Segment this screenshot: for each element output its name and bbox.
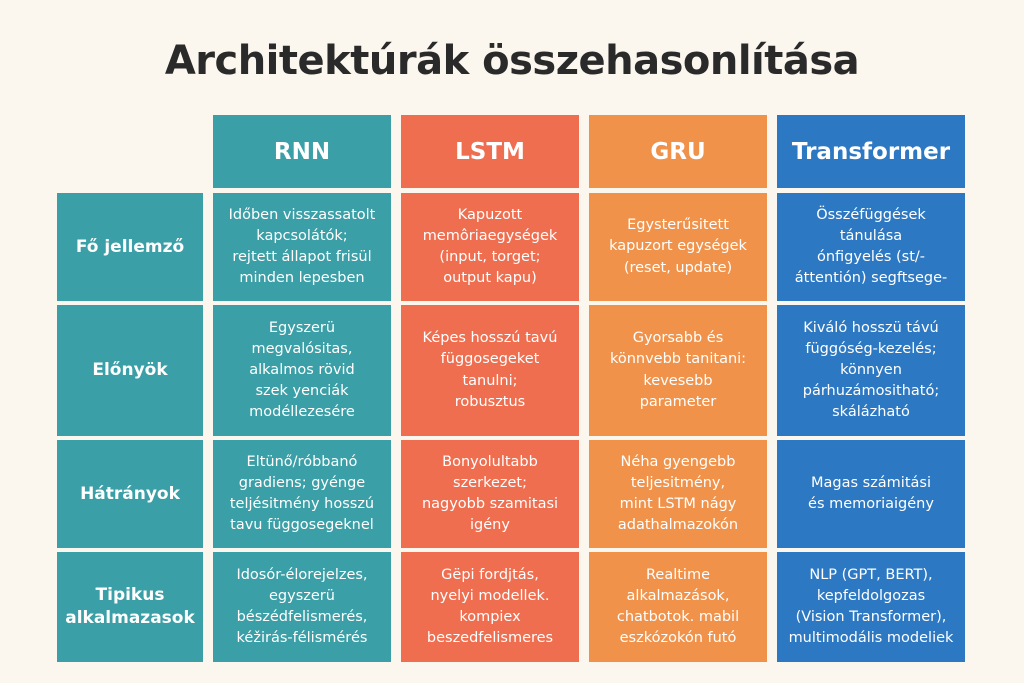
text-line: Képes hosszú tavú [422,330,558,347]
text-line: robusztus [454,393,526,410]
cell-gru-tipikus-alkalmazasok [589,552,767,662]
text-line: Időben visszassatolt [228,206,376,223]
cell-transformer-elonyok [777,305,965,436]
text-line: Bonyolultabb [442,453,538,470]
text-line: mint LSTM nágy [619,496,737,512]
text-line: rejtett állapot frisül [232,249,372,265]
row-label-hatranyok [57,440,203,548]
column-header-label: LSTM [455,138,525,165]
cell-text [808,473,934,515]
text-line: könnvebb tanitani: [609,351,747,368]
text-line: kapuzort egységek [609,238,747,255]
text-line: teljésitmény hosszú [229,496,375,512]
row-label-text [76,236,184,259]
text-line: áttentión) segftsege- [794,270,948,287]
text-line: tánulása [839,227,903,244]
text-line: adathalmazokón [617,517,739,534]
text-line: output kapu) [443,270,537,287]
row-label-text [92,359,167,382]
cell-transformer-fo-jellemzo [777,193,965,301]
row-label-text [80,483,180,506]
cell-transformer-tipikus-alkalmazasok [777,552,965,662]
text-line: (reset, update) [623,259,733,276]
text-line: parameter [639,393,717,410]
text-line: szek yenciák [255,383,349,399]
cell-text [230,452,374,536]
cell-text [610,328,746,412]
cell-gru-elonyok [589,305,767,436]
column-header-label: Transformer [791,138,951,165]
text-line: Magas számitási [810,474,931,491]
text-line: kepfeldolgozas [816,587,926,604]
cell-text [423,205,558,289]
text-line: párhuzámosithatό; [802,383,940,399]
text-line: Fő jellemző [75,236,185,257]
text-line: Eltünő/róbbanó [246,453,358,470]
text-line: memôriaegységek [422,227,558,244]
cell-text [422,452,558,536]
text-line: Összéfüggések [816,206,926,223]
text-line: kéžirás-félismérés [236,630,368,647]
text-line: Idosór-élorejelzes, [236,566,368,583]
text-line: minden lepesben [239,270,365,287]
text-line: szerkezet; [453,474,527,491]
cell-transformer-hatranyok [777,440,965,548]
text-line: tavu függosegeknel [230,517,374,534]
row-label-fo-jellemzo [57,193,203,301]
text-line: eszkózokón futó [619,630,737,647]
text-line: kevesebb [643,372,713,389]
cell-rnn-tipikus-alkalmazasok [213,552,391,662]
text-line: NLP (GPT, BERT), [809,566,933,583]
text-line: modéllezesére [249,404,355,421]
text-line: alkalmazasok [65,608,195,628]
cell-lstm-fo-jellemzo [401,193,579,301]
text-line: beszedfelismeres [426,630,554,647]
cell-text [427,565,553,649]
row-label-text [65,584,195,630]
text-line: teljesitmény, [630,474,726,491]
text-line: bészédfelismerés, [236,609,368,625]
text-line: megvalósitas, [251,340,353,357]
text-line: chatbotok. mabil [616,609,740,625]
column-header-rnn [213,115,391,188]
text-line: Előnyök [92,360,168,381]
text-line: függóség-kezelés; [805,340,937,357]
column-header-label: GRU [650,138,706,165]
row-label-elonyok [57,305,203,436]
cell-lstm-tipikus-alkalmazasok [401,552,579,662]
cell-text [249,318,355,423]
cell-text [618,452,738,536]
cell-text [423,328,558,412]
text-line: Tipikus [95,585,165,606]
text-line: tanulni; [462,372,518,389]
text-line: könnyen [840,361,902,378]
text-line: (Vision Transformer), [795,609,947,625]
cell-gru-hatranyok [589,440,767,548]
cell-lstm-hatranyok [401,440,579,548]
column-header-transformer [777,115,965,188]
text-line: egyszerü [269,587,335,604]
cell-text [609,215,747,278]
cell-rnn-hatranyok [213,440,391,548]
cell-text [236,565,367,649]
text-line: Néha gyengebb [620,453,736,470]
cell-text [803,318,939,423]
row-label-tipikus-alkalmazasok [57,552,203,662]
text-line: Egyszerü [268,319,336,336]
cell-text [789,565,954,649]
column-header-lstm [401,115,579,188]
cell-rnn-elonyok [213,305,391,436]
text-line: gradiens; gyénge [238,474,366,491]
column-header-label: RNN [273,138,331,165]
cell-text [795,205,947,289]
text-line: Kapuzott [457,206,523,223]
text-line: alkalmos rövid [249,361,355,378]
cell-text [617,565,739,649]
text-line: Kiváló hosszü távú [803,319,939,336]
cell-text [229,205,376,289]
text-line: Egysterűsitett [627,217,729,234]
cell-gru-fo-jellemzo [589,193,767,301]
text-line: Realtime [645,566,710,583]
text-line: Gyorsabb és [632,330,724,347]
text-line: nyelyi modellek. [430,587,550,604]
text-line: (input, torget; [439,249,541,265]
text-line: függosegeket [440,351,540,368]
text-line: kapcsolátók; [256,227,348,244]
text-line: ónfigyelés (st/- [816,249,926,265]
text-line: skálázható [832,404,910,421]
text-line: alkalmazások, [626,587,730,604]
text-line: Hátrányok [80,483,180,504]
text-line: multimodális modeliek [788,630,954,647]
text-line: kompiex [459,609,521,625]
page-title: Architektúrák összehasonlítása [164,38,860,84]
cell-lstm-elonyok [401,305,579,436]
text-line: igény [470,517,510,534]
cell-rnn-fo-jellemzo [213,193,391,301]
column-header-gru [589,115,767,188]
text-line: Gëpi fordjtás, [441,566,539,583]
text-line: és memoriaigény [808,496,934,512]
text-line: nagyobb szamitasi [421,496,559,512]
